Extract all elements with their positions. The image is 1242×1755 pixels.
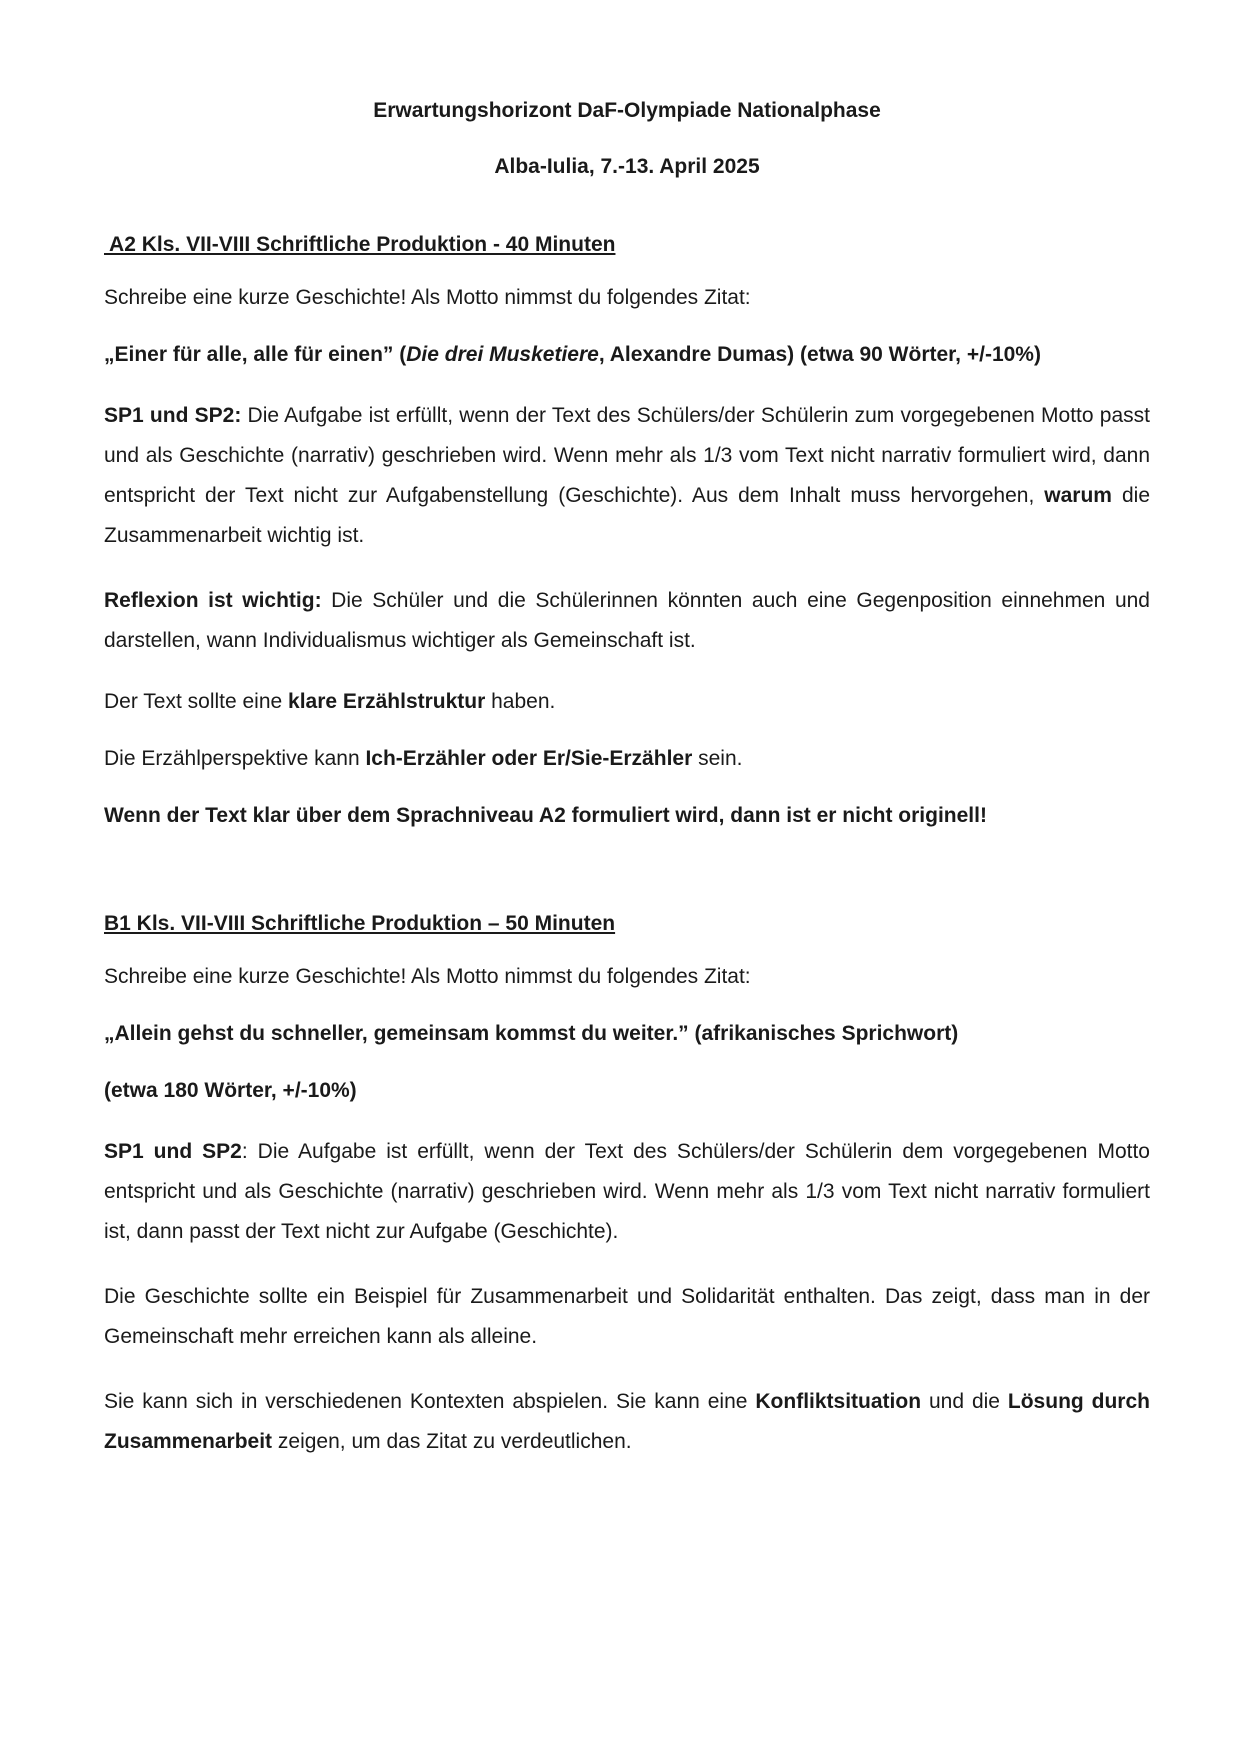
section-a2-task: Schreibe eine kurze Geschichte! Als Motto nimmst du folgendes Zitat: (104, 286, 751, 309)
context-bold1: Konfliktsituation (755, 1390, 922, 1413)
context-text2: und die (921, 1390, 1008, 1413)
perspective-bold: Ich-Erzähler oder Er/Sie-Erzähler (365, 747, 693, 770)
section-b1-task: Schreibe eine kurze Geschichte! Als Motto nimmst du folgendes Zitat: (104, 965, 751, 988)
sp-text1: Die Aufgabe ist erfüllt, wenn der Text des Schülers/der Schülerin zum vorgegebenen Motto passt und als Geschichte (narrativ) geschrieben wird. Wenn mehr als 1/3 vom Text nicht narrativ formuliert wird, dann entspricht der Text nicht zur Aufgabenstellung (Geschichte). Aus dem Inhalt muss hervorgehen, (104, 404, 1150, 507)
section-a2-warning: Wenn der Text klar über dem Sprachniveau A2 formuliert wird, dann ist er nicht originell! (104, 804, 987, 827)
section-a2-sp-paragraph (104, 396, 1150, 556)
context-text1: Sie kann sich in verschiedenen Kontexten abspielen. Sie kann eine (104, 1390, 756, 1413)
reflexion-text: Die Schüler und die Schülerinnen könnten auch eine Gegenposition einnehmen und darstellen, wann Individualismus wichtiger als Gemeinschaft ist. (104, 589, 1150, 652)
quote-part1: „Einer für alle, alle für einen” ( (104, 343, 407, 366)
sp-bold: warum (1044, 484, 1112, 507)
quote-part2: , Alexandre Dumas) (etwa 90 Wörter, +/-10%) (598, 343, 1041, 366)
section-a2-structure-paragraph (104, 686, 1150, 718)
sp-label: SP1 und SP2: (104, 404, 242, 427)
b1-sp-label: SP1 und SP2 (104, 1140, 242, 1163)
perspective-text1: Die Erzählperspektive kann (104, 747, 366, 770)
section-a2-reflexion-paragraph (104, 581, 1150, 661)
section-a2-perspective-paragraph (104, 743, 1150, 775)
context-text3: zeigen, um das Zitat zu verdeutlichen. (272, 1430, 632, 1453)
structure-text1: Der Text sollte eine (104, 690, 289, 713)
section-b1-quote: „Allein gehst du schneller, gemeinsam kommst du weiter.” (afrikanisches Sprichwort) (104, 1022, 959, 1045)
section-b1-example-paragraph: Die Geschichte sollte ein Beispiel für Zusammenarbeit und Solidarität enthalten. Das zeigt, dass man in der Gemeinschaft mehr erreichen kann als alleine. (104, 1285, 1150, 1348)
b1-sp-text: : Die Aufgabe ist erfüllt, wenn der Text des Schülers/der Schülerin dem vorgegebenen Motto entspricht und als Geschichte (narrativ) geschrieben wird. Wenn mehr als 1/3 vom Text nicht narrativ formuliert ist, dann passt der Text nicht zur Aufgabe (Geschichte). (104, 1140, 1150, 1243)
perspective-text2: sein. (692, 747, 743, 770)
document-title: Erwartungshorizont DaF-Olympiade Nationalphase (373, 99, 881, 122)
reflexion-label: Reflexion ist wichtig: (104, 589, 322, 612)
section-a2-quote (104, 339, 1150, 371)
section-b1-word-count: (etwa 180 Wörter, +/-10%) (104, 1079, 357, 1102)
structure-bold: klare Erzählstruktur (288, 690, 486, 713)
section-b1-heading: B1 Kls. VII-VIII Schriftliche Produktion – 50 Minuten (104, 912, 616, 935)
section-a2-heading: A2 Kls. VII-VIII Schriftliche Produktion - 40 Minuten (104, 233, 616, 256)
document-place-date: Alba-Iulia, 7.-13. April 2025 (494, 155, 760, 178)
context-bold2: Lösung durch Zusammenarbeit (104, 1390, 1150, 1453)
quote-title: Die drei Musketiere (406, 343, 599, 366)
sp-text2: die Zusammenarbeit wichtig ist. (104, 484, 1151, 547)
structure-text2: haben. (485, 690, 556, 713)
section-spacer (104, 857, 1150, 909)
section-b1-sp-paragraph (104, 1132, 1150, 1252)
section-b1-context-paragraph (104, 1382, 1150, 1462)
document-page (104, 96, 1150, 1487)
